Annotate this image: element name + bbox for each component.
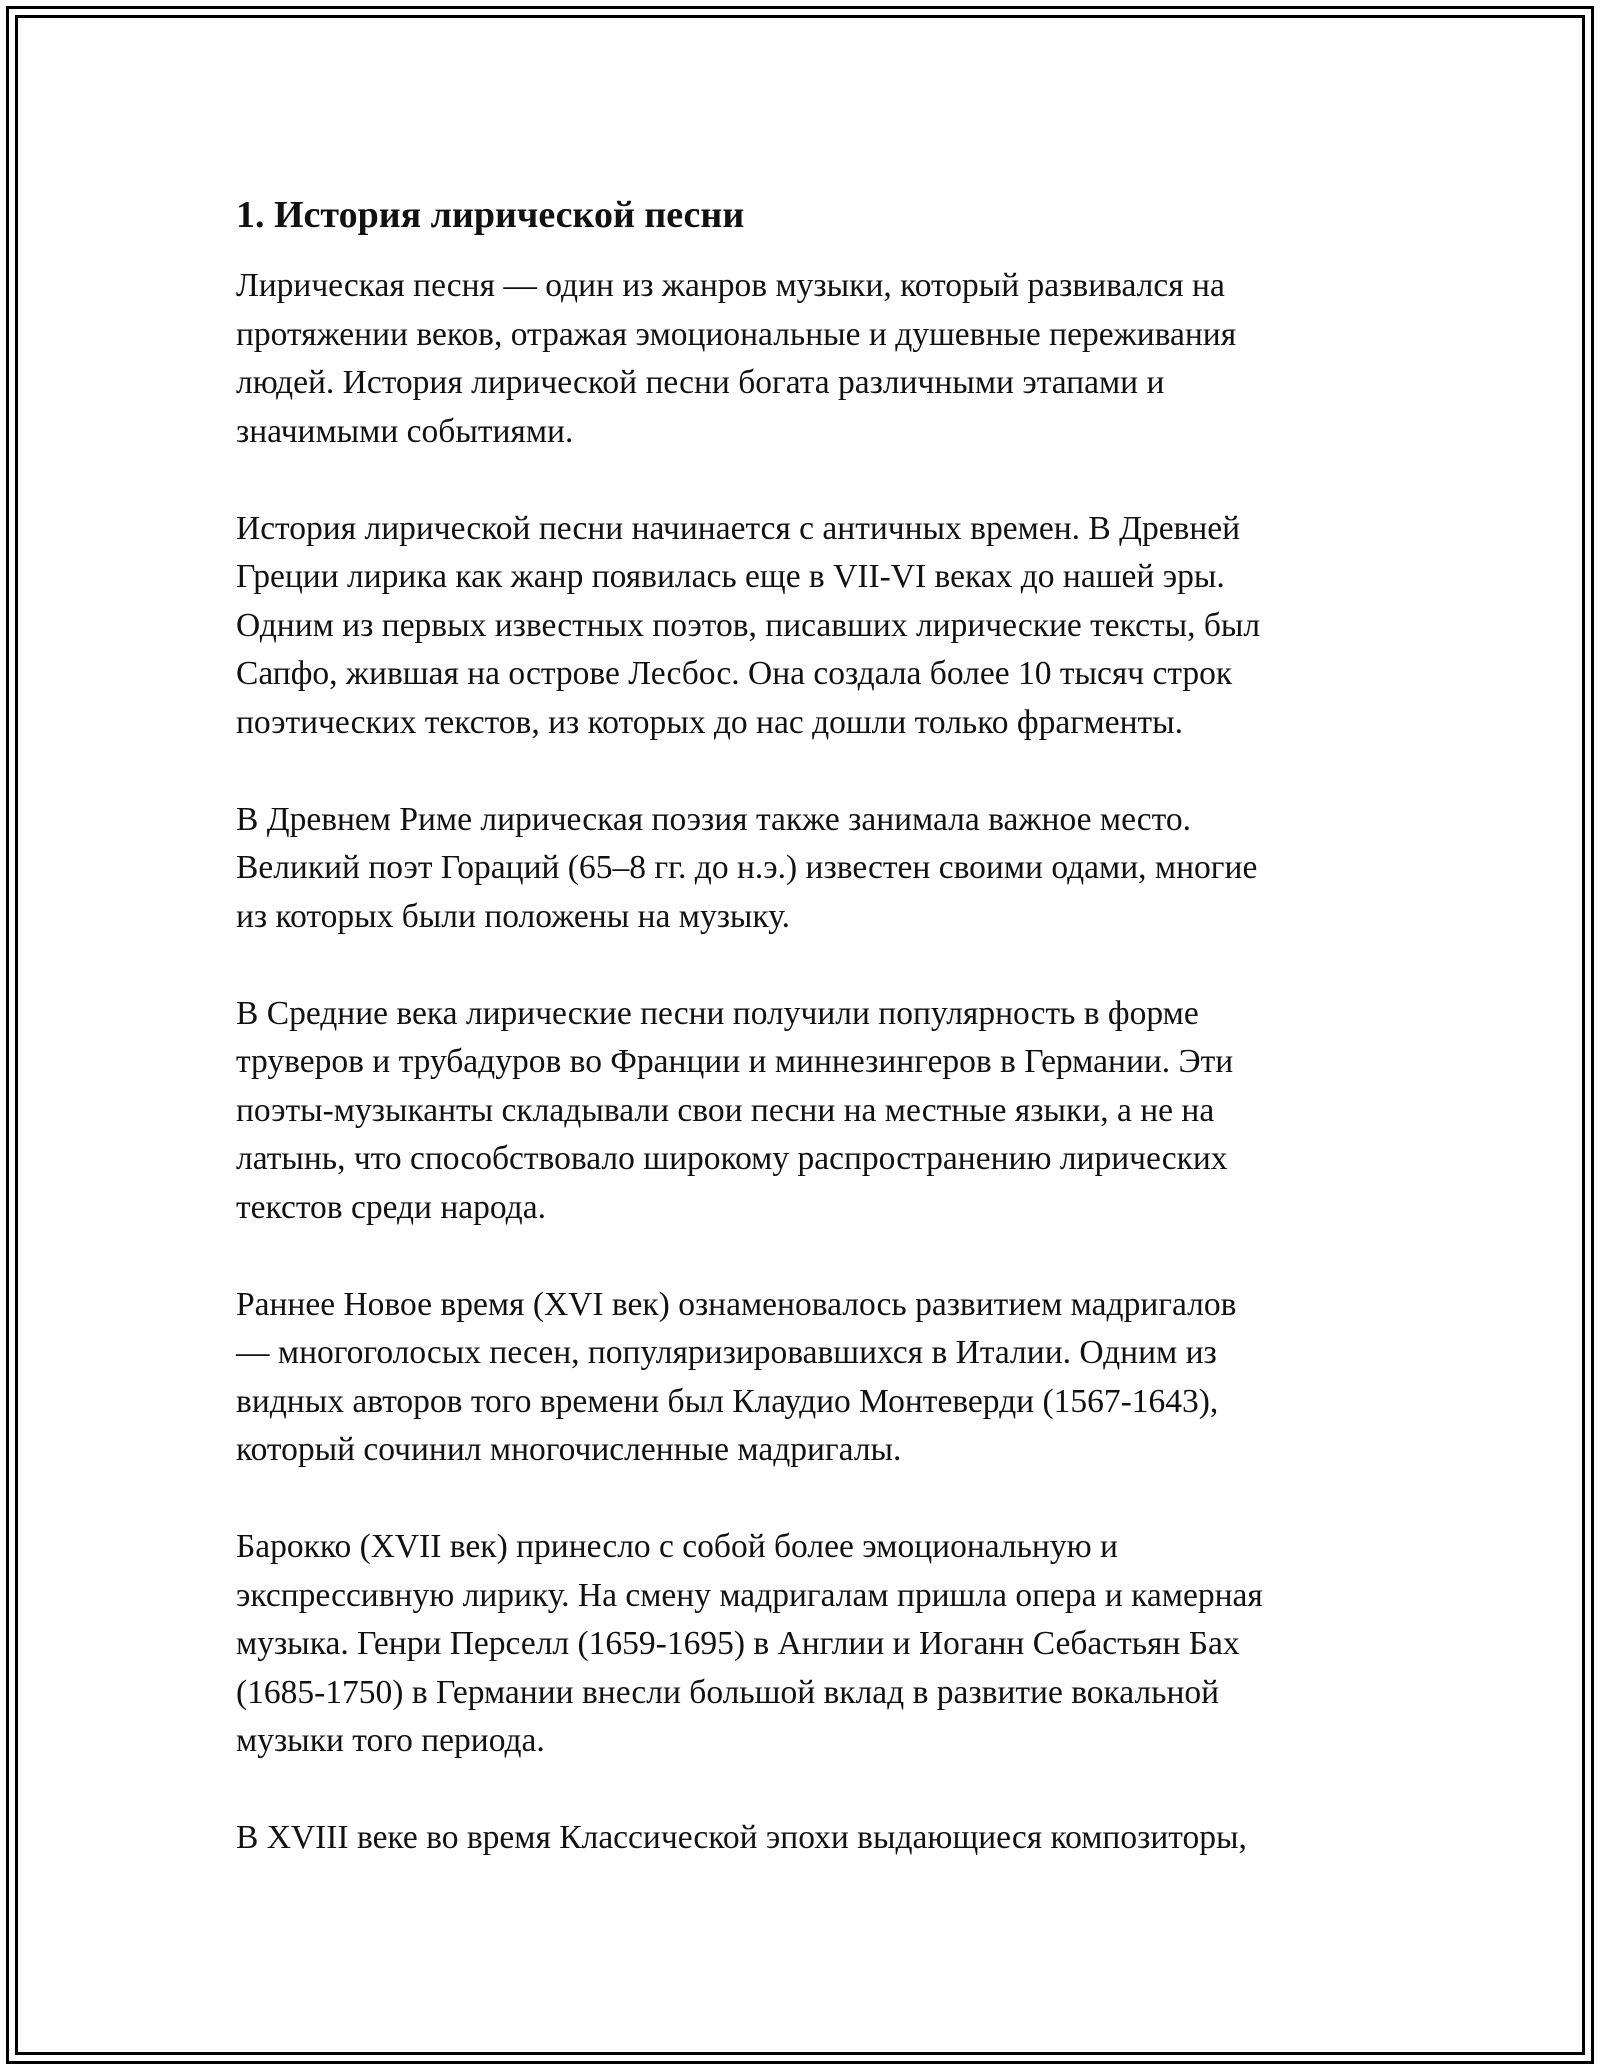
- text-line: музыка. Генри Перселл (1659-1695) в Англии и Иоганн Себастьян Бах: [236, 1625, 1240, 1662]
- paragraph-early-modern: [236, 1281, 1416, 1475]
- text-line: латынь, что способствовало широкому распространению лирических: [236, 1140, 1228, 1177]
- text-line: Греции лирика как жанр появилась еще в VII-VI веках до нашей эры.: [236, 558, 1225, 595]
- text-line: В Древнем Риме лирическая поэзия также занимала важное место.: [236, 800, 1191, 838]
- document-body: [236, 190, 1416, 1911]
- text-line: который сочинил многочисленные мадригалы.: [236, 1431, 902, 1468]
- text-line: текстов среди народа.: [236, 1188, 546, 1226]
- text-line: Лирическая песня — один из жанров музыки, который развивался на: [236, 267, 1225, 304]
- text-line: видных авторов того времени был Клаудио Монтеверди (1567-1643),: [236, 1382, 1219, 1420]
- text-line: — многоголосых песен, популяризировавшихся в Италии. Одним из: [236, 1334, 1217, 1371]
- section-heading: 1. История лирической песни: [236, 194, 745, 236]
- text-line: (1685-1750) в Германии внесли большой вклад в развитие вокальной: [236, 1673, 1220, 1711]
- paragraph-intro: [236, 262, 1416, 456]
- text-line: поэтических текстов, из которых до нас дошли только фрагменты.: [236, 703, 1184, 741]
- text-line: В Средние века лирические песни получили популярность в форме: [236, 994, 1199, 1032]
- text-line: музыки того периода.: [236, 1722, 545, 1759]
- paragraph-middle-ages: [236, 990, 1416, 1233]
- text-line: Одним из первых известных поэтов, писавших лирические тексты, был: [236, 606, 1261, 644]
- text-line: значимыми событиями.: [236, 412, 574, 450]
- paragraph-ancient-rome: [236, 796, 1416, 942]
- text-line: Великий поэт Гораций (65–8 гг. до н.э.) известен своими одами, многие: [236, 849, 1258, 886]
- text-line: из которых были положены на музыку.: [236, 897, 791, 935]
- text-line: Сапфо, жившая на острове Лесбос. Она создала более 10 тысяч строк: [236, 655, 1233, 692]
- text-line: протяжении веков, отражая эмоциональные и душевные переживания: [236, 315, 1237, 353]
- text-line: поэты-музыканты складывали свои песни на местные языки, а не на: [236, 1091, 1215, 1129]
- text-line: Барокко (XVII век) принесло с собой более эмоциональную и: [236, 1528, 1118, 1565]
- text-line: экспрессивную лирику. На смену мадригалам пришла опера и камерная: [236, 1576, 1263, 1614]
- text-line: В XVIII веке во время Классической эпохи выдающиеся композиторы,: [236, 1819, 1247, 1856]
- text-line: История лирической песни начинается с античных времен. В Древней: [236, 509, 1241, 547]
- paragraph-antiquity: [236, 505, 1416, 748]
- text-line: людей. История лирической песни богата различными этапами и: [236, 364, 1165, 401]
- text-line: труверов и трубадуров во Франции и миннезингеров в Германии. Эти: [236, 1043, 1234, 1080]
- paragraph-classical: [236, 1814, 1416, 1863]
- text-line: Раннее Новое время (XVI век) ознаменовалось развитием мадригалов: [236, 1285, 1237, 1323]
- paragraph-baroque: [236, 1523, 1416, 1766]
